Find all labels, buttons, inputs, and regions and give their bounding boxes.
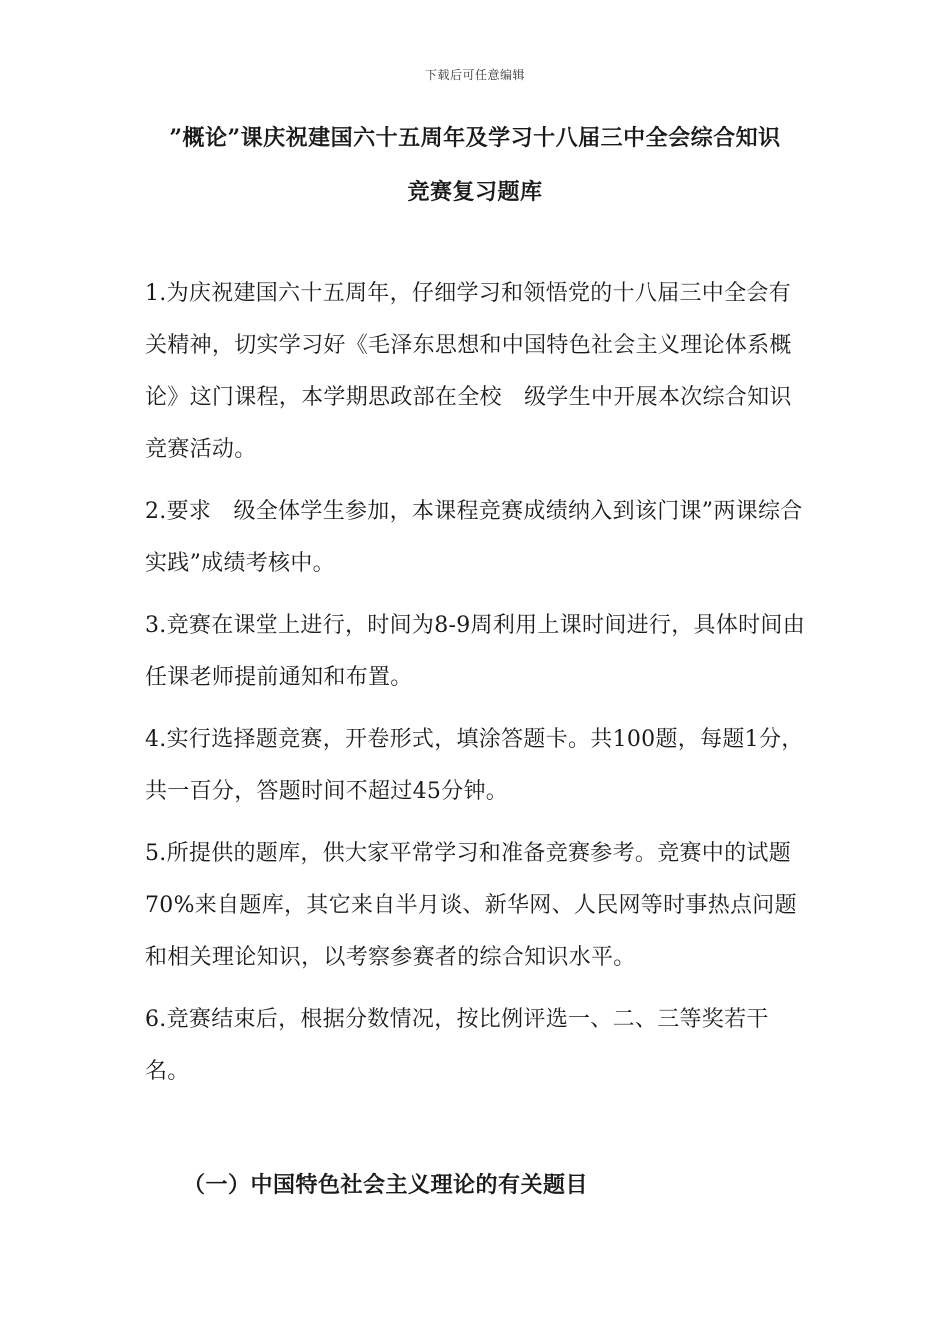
document-title-line-1: ”概论”课庆祝建国六十五周年及学习十八届三中全会综合知识 bbox=[169, 125, 781, 151]
rule-item-3: 3.竞赛在课堂上进行，时间为8-9周利用上课时间进行，具体时间由任课老师提前通知和布置。 bbox=[145, 613, 806, 690]
rules-list bbox=[145, 268, 810, 1108]
rule-item-1: 1.为庆祝建国六十五周年，仔细学习和领悟党的十八届三中全会有关精神，切实学习好《毛泽东思想和中国特色社会主义理论体系概论》这门课程，本学期思政部在全校 级学生中开展本次综合知识竞赛活动。 bbox=[145, 281, 792, 462]
rule-item-5: 5.所提供的题库，供大家平常学习和准备竞赛参考。竞赛中的试题70%来自题库，其它来自半月谈、新华网、人民网等时事热点问题和相关理论知识，以考察参赛者的综合知识水平。 bbox=[145, 841, 797, 970]
page-header-note: 下载后可任意编辑 bbox=[424, 68, 525, 82]
rule-item-6: 6.竞赛结束后，根据分数情况，按比例评选一、二、三等奖若干名。 bbox=[145, 1007, 769, 1084]
rule-item-2: 2.要求 级全体学生参加，本课程竞赛成绩纳入到该门课”两课综合实践”成绩考核中。 bbox=[145, 499, 803, 576]
document-title-line-2: 竞赛复习题库 bbox=[407, 179, 543, 205]
rule-item-4: 4.实行选择题竞赛，开卷形式，填涂答题卡。共100题，每题1分，共一百分，答题时间不超过45分钟。 bbox=[145, 727, 804, 804]
section-heading: （一）中国特色社会主义理论的有关题目 bbox=[183, 1172, 589, 1198]
